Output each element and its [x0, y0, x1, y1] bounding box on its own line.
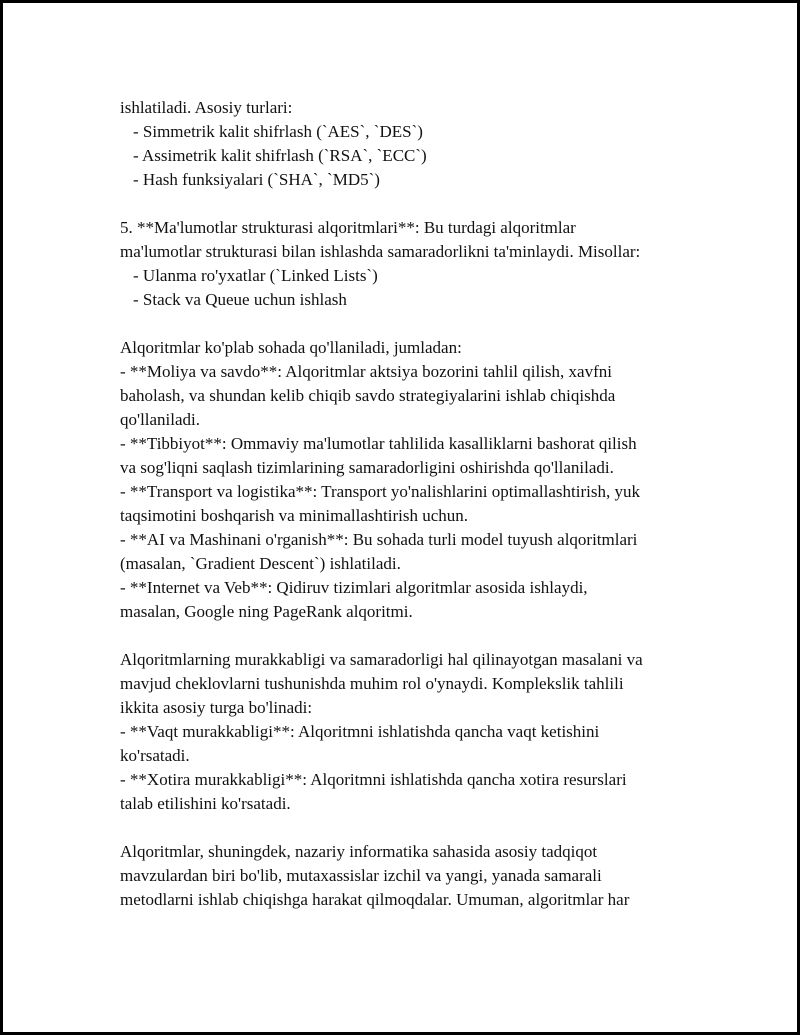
- text-line: - **Internet va Veb**: Qidiruv tizimlari algoritmlar asosida ishlaydi,: [120, 578, 588, 597]
- list-item: - Stack va Queue uchun ishlash: [133, 290, 347, 309]
- text-line: taqsimotini boshqarish va minimallashtirish uchun.: [120, 506, 468, 525]
- list-item: - Simmetrik kalit shifrlash (`AES`, `DES`): [133, 122, 423, 141]
- text-line: ikkita asosiy turga bo'linadi:: [120, 698, 313, 717]
- paragraph-gap: [120, 312, 720, 336]
- document-body: [120, 96, 720, 912]
- text-line: 5. **Ma'lumotlar strukturasi alqoritmlari**: Bu turdagi alqoritmlar: [120, 218, 576, 237]
- text-line: baholash, va shundan kelib chiqib savdo strategiyalarini ishlab chiqishda: [120, 386, 616, 405]
- list-item: - Ulanma ro'yxatlar (`Linked Lists`): [133, 266, 378, 285]
- text-line: mavjud cheklovlarni tushunishda muhim rol o'ynaydi. Komplekslik tahlili: [120, 674, 624, 693]
- text-line: qo'llaniladi.: [120, 410, 201, 429]
- text-line: metodlarni ishlab chiqishga harakat qilmoqdalar. Umuman, algoritmlar har: [120, 890, 630, 909]
- text-line: - **Tibbiyot**: Ommaviy ma'lumotlar tahlilida kasalliklarni bashorat qilish: [120, 434, 637, 453]
- text-line: - **Vaqt murakkabligi**: Alqoritmni ishlatishda qancha vaqt ketishini: [120, 722, 600, 741]
- paragraph-gap: [120, 816, 720, 840]
- text-line: masalan, Google ning PageRank alqoritmi.: [120, 602, 413, 621]
- text-line: - **Transport va logistika**: Transport yo'nalishlarini optimallashtirish, yuk: [120, 482, 640, 501]
- text-line: Alqoritmlarning murakkabligi va samaradorligi hal qilinayotgan masalani va: [120, 650, 643, 669]
- text-line: va sog'liqni saqlash tizimlarining samaradorligini oshirishda qo'llaniladi.: [120, 458, 614, 477]
- paragraph-gap: [120, 624, 720, 648]
- text-line: talab etilishini ko'rsatadi.: [120, 794, 291, 813]
- paragraph-gap: [120, 192, 720, 216]
- text-line: (masalan, `Gradient Descent`) ishlatiladi.: [120, 554, 401, 573]
- text-line: - **AI va Mashinani o'rganish**: Bu sohada turli model tuyush alqoritmlari: [120, 530, 638, 549]
- text-line: mavzulardan biri bo'lib, mutaxassislar izchil va yangi, yanada samarali: [120, 866, 602, 885]
- text-line: - **Xotira murakkabligi**: Alqoritmni ishlatishda qancha xotira resurslari: [120, 770, 627, 789]
- list-item: - Hash funksiyalari (`SHA`, `MD5`): [133, 170, 380, 189]
- text-line: Alqoritmlar, shuningdek, nazariy informatika sahasida asosiy tadqiqot: [120, 842, 598, 861]
- text-line: ma'lumotlar strukturasi bilan ishlashda samaradorlikni ta'minlaydi. Misollar:: [120, 242, 641, 261]
- text-line: ko'rsatadi.: [120, 746, 190, 765]
- text-line: - **Moliya va savdo**: Alqoritmlar aktsiya bozorini tahlil qilish, xavfni: [120, 362, 612, 381]
- list-item: - Assimetrik kalit shifrlash (`RSA`, `ECC`): [133, 146, 427, 165]
- text-line: ishlatiladi. Asosiy turlari:: [120, 98, 293, 117]
- text-line: Alqoritmlar ko'plab sohada qo'llaniladi, jumladan:: [120, 338, 462, 357]
